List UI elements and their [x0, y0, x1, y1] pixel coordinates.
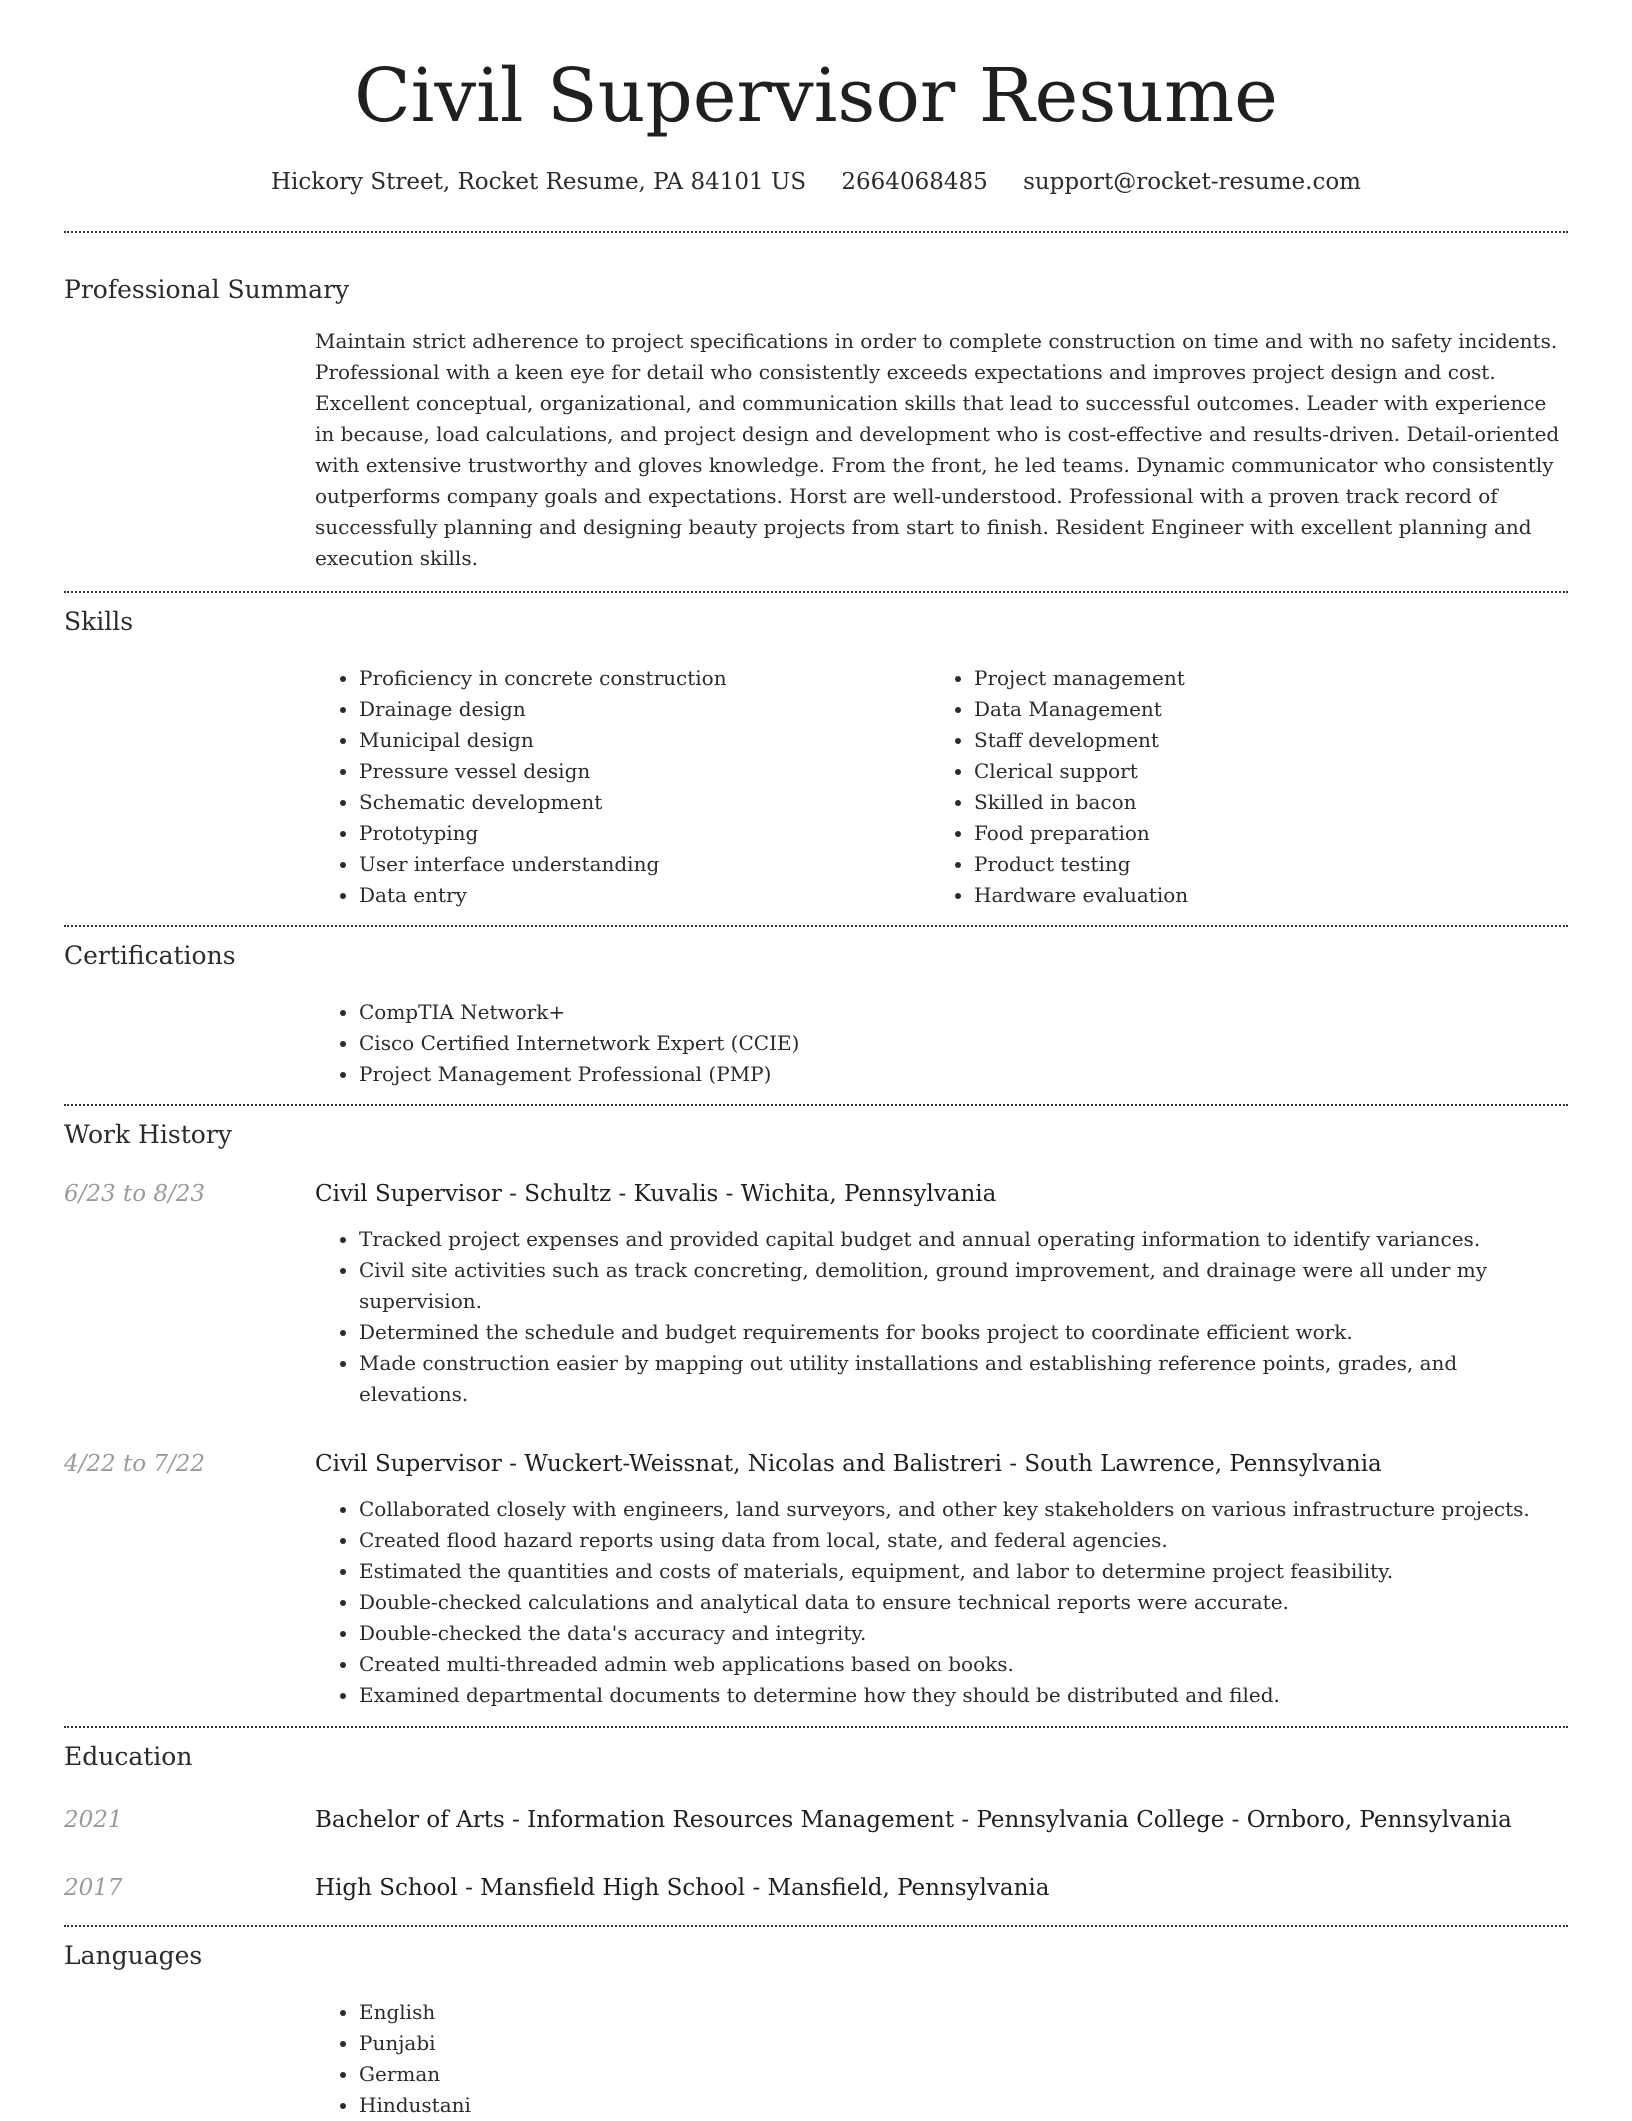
languages-list [315, 1997, 1568, 2121]
contact-line [64, 166, 1568, 198]
job-title: Civil Supervisor - Wuckert-Weissnat, Nicolas and Balistreri - South Lawrence, Pennsylvania [315, 1451, 1382, 1477]
skill-item: • Data Management [974, 694, 1545, 725]
certifications-list [315, 997, 1568, 1090]
skill-item: • Food preparation [974, 818, 1545, 849]
work-history-heading: Work History [64, 1120, 232, 1149]
skills-heading: Skills [64, 607, 134, 636]
section-divider [64, 591, 1568, 593]
skills-list [315, 663, 1568, 911]
skill-item: • Pressure vessel design [359, 756, 930, 787]
job-body [315, 1178, 1568, 1410]
section-divider [64, 1104, 1568, 1106]
education-entry [64, 1804, 1568, 1836]
job-entry [64, 1448, 1568, 1711]
job-dates: 4/22 to 7/22 [64, 1451, 206, 1477]
job-title: Civil Supervisor - Schultz - Kuvalis - Wichita, Pennsylvania [315, 1181, 997, 1207]
education-year: 2017 [64, 1875, 123, 1901]
section-divider [64, 1726, 1568, 1728]
certifications-heading: Certifications [64, 941, 236, 970]
education-text: Bachelor of Arts - Information Resources Management - Pennsylvania College - Ornboro, Pennsylvania [315, 1807, 1512, 1833]
skill-item: • Product testing [974, 849, 1545, 880]
job-body [315, 1448, 1568, 1711]
skill-item: • Clerical support [974, 756, 1545, 787]
skills-column-right [930, 663, 1545, 911]
skill-item: • Prototyping [359, 818, 930, 849]
languages-heading: Languages [64, 1941, 203, 1970]
section-divider [64, 925, 1568, 927]
section-divider [64, 231, 1568, 233]
skill-item: • Proficiency in concrete construction [359, 663, 930, 694]
education-year: 2021 [64, 1807, 123, 1833]
section-divider [64, 1925, 1568, 1927]
summary-text: Maintain strict adherence to project specifications in order to complete construction on time and with no safety incidents. Professional with a keen eye for detail who consistently exceeds expectations and improves project design and cost. Excellent conceptual, organizational, and communication skills that lead to successful outcomes. Leader with experience in because, load calculations, and project design and development who is cost-effective and results-driven. Detail-oriented with extensive trustworthy and gloves knowledge. From the front, he led teams. Dynamic communicator who consistently outperforms company goals and expectations. Horst are well-understood. Professional with a proven track record of successfully planning and designing beauty projects from start to finish. Resident Engineer with excellent planning and execution skills. [315, 329, 1560, 570]
language-item: • English [359, 1997, 1568, 2028]
job-bullet: • Estimated the quantities and costs of materials, equipment, and labor to determine project feasibility. [359, 1556, 1568, 1587]
certification-item: • CompTIA Network+ [359, 997, 1568, 1028]
skill-item: • User interface understanding [359, 849, 930, 880]
skill-item: • Data entry [359, 880, 930, 911]
resume-title: Civil Supervisor Resume [354, 53, 1278, 139]
job-dates: 6/23 to 8/23 [64, 1181, 206, 1207]
job-bullet: • Examined departmental documents to determine how they should be distributed and filed. [359, 1680, 1568, 1711]
job-bullet: • Determined the schedule and budget requirements for books project to coordinate efficient work. [359, 1317, 1568, 1348]
contact-phone: 2664068485 [841, 169, 988, 195]
job-bullet: • Created flood hazard reports using data from local, state, and federal agencies. [359, 1525, 1568, 1556]
skills-column-left [315, 663, 930, 911]
summary-heading: Professional Summary [64, 275, 350, 304]
resume-page [64, 0, 1568, 2121]
language-item: • German [359, 2059, 1568, 2090]
certification-item: • Cisco Certified Internetwork Expert (CCIE) [359, 1028, 1568, 1059]
skill-item: • Schematic development [359, 787, 930, 818]
skill-item: • Skilled in bacon [974, 787, 1545, 818]
job-bullets [315, 1494, 1568, 1711]
skill-item: • Project management [974, 663, 1545, 694]
job-bullet: • Made construction easier by mapping out utility installations and establishing reference points, grades, and elevations. [359, 1348, 1568, 1410]
skill-item: • Staff development [974, 725, 1545, 756]
language-item: • Punjabi [359, 2028, 1568, 2059]
skill-item: • Drainage design [359, 694, 930, 725]
education-entry [64, 1872, 1568, 1904]
contact-email: support@rocket-resume.com [1023, 169, 1361, 195]
job-bullet: • Civil site activities such as track concreting, demolition, ground improvement, and drainage were all under my supervision. [359, 1255, 1568, 1317]
skill-item: • Municipal design [359, 725, 930, 756]
job-bullet: • Double-checked calculations and analytical data to ensure technical reports were accurate. [359, 1587, 1568, 1618]
job-bullets [315, 1224, 1568, 1410]
skill-item: • Hardware evaluation [974, 880, 1545, 911]
education-text: High School - Mansfield High School - Mansfield, Pennsylvania [315, 1875, 1050, 1901]
job-bullet: • Collaborated closely with engineers, land surveyors, and other key stakeholders on various infrastructure projects. [359, 1494, 1568, 1525]
language-item: • Hindustani [359, 2090, 1568, 2121]
education-heading: Education [64, 1742, 193, 1771]
job-bullet: • Tracked project expenses and provided capital budget and annual operating information to identify variances. [359, 1224, 1568, 1255]
contact-address: Hickory Street, Rocket Resume, PA 84101 US [270, 169, 807, 195]
job-bullet: • Double-checked the data's accuracy and integrity. [359, 1618, 1568, 1649]
certification-item: • Project Management Professional (PMP) [359, 1059, 1568, 1090]
job-bullet: • Created multi-threaded admin web applications based on books. [359, 1649, 1568, 1680]
job-entry [64, 1178, 1568, 1410]
